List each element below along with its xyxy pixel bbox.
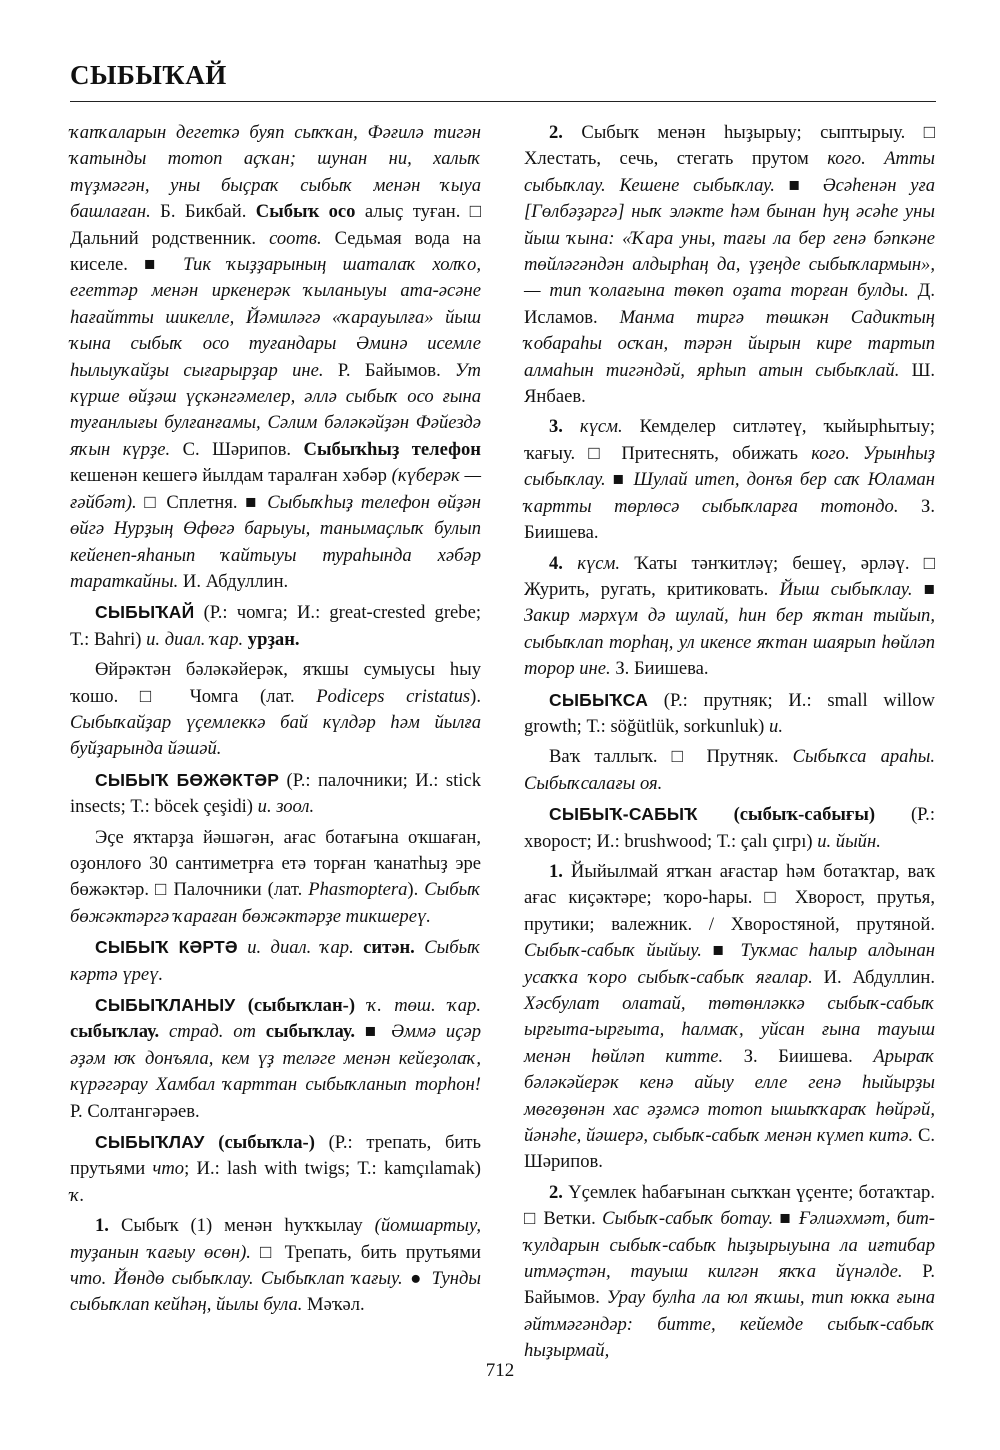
italic-text: и. зоол. (257, 796, 315, 818)
bold-text: 2. (549, 1181, 563, 1203)
text-run: С. Шәрипов. (170, 438, 304, 460)
italic-text: Тунды сыбыҡлап кейһәң, йылы була. (70, 1268, 481, 1316)
text-run: (Р.: трепать, бить прутьями (70, 1132, 481, 1180)
text-run: Кемделер ситләтеү, ҡыйырһытыу; ҡағыу. □ Притеснять, обижать (524, 416, 935, 464)
italic-text: Тик ҡыҙҙарының шаталаҡ холҡо, егеттәр менән иркенерәк ҡыланыуы ата-әсәне һағайтты шикелле, Йәмиләгә «ҡарауылға» йыш ҡына сыбыҡ осо туғандары Әминә исемле һылыуҡайҙы сығарырҙар ине. (70, 254, 481, 381)
entry-paragraph (524, 120, 935, 410)
italic-text: кого. Атты сыбыҡлау. Кешене сыбыҡлау. (524, 148, 935, 196)
headword: СЫБЫҠАЙ (95, 602, 195, 623)
entry-paragraph (70, 1129, 481, 1209)
text-run: (Р.: хворост; И.: brushwood; Т.: çalı çırpı) (524, 804, 935, 852)
text-run: ● (402, 1268, 432, 1290)
italic-text: ҡ. төш. ҡар. (355, 995, 481, 1016)
italic-text: Хәсбулат олатай, төтөнләккә сыбыҡ-сабыҡ ырғыта-ырғыта, һалмаҡ, уйсан ғына тауыш менән һөйләп китте. (524, 993, 935, 1067)
bold-text: (сыбыҡла-) (204, 1132, 315, 1154)
italic-text: Манма тиргә төшкән Садиктың ҡобараһы осҡан, тәрән йырын кире тартып алмаһын тигәндәй, ярһып атын сыбыҡлай. (524, 306, 936, 381)
text-run: Йыйылмай ятҡан ағастар һәм ботаҡтар, ваҡ ағас киҫәктәре; ҡоро-һары. □ Хворост, прутья, прутики; валежник. / Хворостяной, прутяной. (524, 860, 935, 935)
italic-text: (күберәк — ғәйбәт). (70, 465, 481, 513)
text-run: ; И.: lash with twigs; Т.: kamçılamak) (184, 1158, 481, 1180)
italic-text: Сыбыҡ-сабыҡ йыйыу. (524, 940, 702, 962)
entry-paragraph (524, 687, 935, 741)
running-header: СЫБЫҠАЙ (70, 60, 227, 90)
italic-text: и. йыйн. (817, 830, 881, 852)
text-run: Р. Солтангәрәев. (70, 1100, 200, 1122)
text-run: ■ (354, 1021, 392, 1043)
italic-text: ҡ. (70, 1184, 85, 1206)
italic-text: Ғәлиәхмәт, бит-ҡулдарын сыбыҡ-сабыҡ һыҙырыуына ла иғтибар итмәҫтән, тауыш килгән яҡҡа йүнәлде. (524, 1208, 935, 1283)
italic-text: и. диал. ҡар. (146, 628, 244, 650)
text-run: ■ (605, 469, 634, 491)
text-run: ■ (774, 174, 823, 196)
italic-text: и. (769, 715, 783, 737)
text-run: И. Абдуллин. (178, 570, 289, 592)
bold-text: сыбыҡлау. (70, 1021, 160, 1043)
text-run: (Р.: палочники; И.: stick insects; Т.: böcek çeşidi) (70, 769, 481, 818)
bold-text: Сыбыҡһыҙ телефон (303, 438, 481, 460)
text-run: ■ (773, 1208, 799, 1230)
text-run: Эҫе яҡтарҙа йәшәгән, ағас ботағына оҡшаған, оҙонлоғо 30 сантиметрға етә торған ҡанатһыҙ эре бөжәктәр. □ Палочники (лат. (70, 826, 481, 901)
entry-paragraph (524, 551, 935, 683)
text-run: (Р.: чомга; И.: great-crested grebe; Т.: Bahri) (70, 602, 481, 650)
italic-text: Сыбыҡ бөжәктәргә ҡараған бөжәктәрҙе тикшереү. (70, 879, 481, 927)
text-run: кешенән кешегә йылдам таралған хәбәр (70, 465, 392, 487)
text-run: ). (407, 879, 425, 901)
italic-text: Podiceps cristatus (316, 685, 471, 707)
text-run: Мәҡәл. (302, 1294, 365, 1316)
italic-text: соотв. (269, 227, 322, 249)
bold-text: ситән. (353, 937, 415, 959)
text-run: Д. Исламов. (524, 280, 936, 328)
text-run: Өйрәктән бәләкәйерәк, яҡшы сумыусы һыу ҡошо. □ Чомга (лат. (70, 659, 481, 707)
italic-text: что. Йөндө сыбыҡлау. Сыбыҡлап ҡағыу. (70, 1268, 403, 1290)
entry-paragraph (70, 992, 481, 1125)
entry-paragraph (70, 599, 481, 653)
italic-text: Phasmoptera (308, 879, 408, 901)
italic-text: ҡапҡаларын дегеткә буяп сыҡҡан, Фәғилә тигән ҡатынды тотоп аҫҡан; шунан ни, халыҡ түҙмәгән, уны быҫраҡ сыбыҡ менән ҡыуа башлаған. (70, 122, 481, 223)
text-run: Сыбыҡ (1) менән һуҡҡылау (108, 1215, 375, 1237)
text-run: Ваҡ таллыҡ. □ Прутняк. (549, 746, 793, 768)
italic-text: Йыш сыбыҡлау. (779, 578, 913, 600)
bold-text: сыбыҡлау. (255, 1021, 355, 1043)
text-run: Сыбыҡ менән һыҙырыу; сыптырыу. □ Хлестать, сечь, стегать прутом (524, 122, 935, 170)
text-run: З. Биишева. (610, 658, 709, 680)
entry-paragraph (524, 801, 935, 855)
bold-text: 4. (549, 552, 563, 574)
text-run: ). (470, 685, 481, 707)
bold-text: 1. (549, 860, 563, 882)
text-run: ■ (701, 940, 741, 962)
headword: СЫБЫҠЛАНЫУ (95, 995, 236, 1015)
left-column (70, 120, 481, 1319)
italic-text: Шулай итеп, донъя бер саҡ Юламан ҡартты төрлөсә сыбыҡларға тотондо. (524, 469, 935, 517)
text-run: Р. Байымов. (524, 1261, 935, 1309)
text-run: (Р.: прутняк; И.: small willow growth; Т.: söğütlük, sorkunluk) (524, 689, 935, 737)
entry-paragraph (70, 825, 481, 931)
italic-text: и. диал. ҡар. (237, 937, 354, 959)
bold-text: 2. (549, 122, 563, 143)
text-run: алыҫ туған. □ Дальний родственник. (70, 201, 481, 249)
entry-paragraph (524, 414, 935, 546)
italic-text: Закир мәрхүм дә шулай, һин бер яҡтан тыйып, сыбыҡлап торһаң, ул икенсе яҡтан шаярып һөйләп торор ине. (524, 605, 935, 680)
italic-text: Сыбыҡ кәртә үреү. (70, 937, 481, 985)
italic-text: Сыбыҡһыҙ телефон өйҙән өйгә Нурҙың Өфөгә барыуы, танымаҫлыҡ булып кейенеп-яһанып ҡайтыуы тураһында хәбәр тараткайны. (70, 491, 481, 592)
entry-paragraph (70, 120, 481, 595)
text-run: З. Биишева. (723, 1045, 874, 1067)
entry-paragraph (524, 859, 935, 1176)
text-run: И. Абдуллин. (812, 966, 936, 988)
headword: СЫБЫҠ БӨЖӘКТӘР (95, 769, 280, 790)
italic-text: страд. от (159, 1021, 256, 1043)
text-run: З. Биишева. (524, 495, 935, 544)
entry-paragraph (524, 1180, 935, 1365)
italic-text: что (152, 1158, 185, 1180)
italic-text: Арыраҡ бәләкәйерәк кенә айыу елле генә һыйырҙы мөгөҙөнән хас әҙәмсә тотоп ышыҡҡараҡ һөйрәй, йәнәһе, йәшерә, сыбыҡ-сабыҡ менән күмеп китә. (524, 1045, 935, 1147)
entry-paragraph (70, 1213, 481, 1319)
right-column (524, 120, 935, 1365)
entry-paragraph (70, 657, 481, 763)
italic-text: күсм. (562, 416, 623, 438)
italic-text: кого. Урынһыҙ сыбыҡлау. (524, 442, 935, 491)
italic-text: Сыбыҡ-сабыҡ ботау. (602, 1208, 774, 1230)
header-rule (70, 101, 936, 102)
bold-text: Сыбыҡ осо (255, 201, 356, 223)
bold-text: 3. (549, 416, 563, 438)
bold-text: (сыбыҡ-сабығы) (697, 804, 876, 826)
text-run: Б. Бикбай. (150, 201, 256, 223)
text-run: С. Шәрипов. (524, 1125, 935, 1173)
bold-text: (сыбыҡлан-) (235, 995, 356, 1016)
headword: СЫБЫҠЛАУ (95, 1132, 205, 1153)
text-run: Ш. Янбаев. (524, 359, 935, 408)
text-run: Р. Байымов. (323, 359, 456, 381)
italic-text: Сыбыҡса араһы. Сыбыҡсалағы оя. (524, 746, 936, 794)
italic-text: Урау булһа ла юл яҡшы, тип юкка ғына әйтмәгәндәр: битте, кейемде сыбыҡ-сабыҡ һыҙырмай, (524, 1287, 936, 1362)
italic-text: Ут күрше өйҙәш үҫкәнгәмелер, әллә сыбыҡ осо ғына туғанлығы булғанғамы, Сәлим бәләкәйҙән Фәйездә яҡын күрҙе. (70, 359, 481, 460)
headword: СЫБЫҠСА (549, 689, 649, 710)
page-number: 712 (485, 1360, 515, 1381)
headword: СЫБЫҠ КӘРТӘ (95, 937, 238, 958)
italic-text: (йомшартыу, туҙанын ҡағыу өсөн). (70, 1215, 481, 1263)
italic-text: Әммә иҫәр әҙәм юҡ донъяла, кем үҙ теләге менән кейеҙолаҡ, күрәгәрау Хамбал ҡарттан сыбыҡланып торһон! (70, 1021, 481, 1096)
italic-text: Сыбыҡайҙар үҫемлеккә бай күлдәр һәм йылға буйҙарында йәшәй. (70, 711, 481, 760)
text-run: Ҡаты тәнҡитләү; бешеү, әрләү. □ Журить, ругать, критиковать. (524, 552, 935, 600)
italic-text: күсм. (562, 552, 620, 574)
bold-text: урҙан. (243, 628, 300, 650)
headword: СЫБЫҠ-САБЫҠ (549, 804, 698, 825)
entry-paragraph (70, 767, 481, 821)
italic-text: Әсәһенән уға [Гөлбәҙәргә] ныҡ эләкте һәм бынан һуң әсәһе уны йыш ҡына: «Ҡара уны, тағы ла бер генә бәпкәне төйләгәндән алдырһаң да, үҙеңде сыбыҡлармын», — тип ҡолағына төкөп оҙата торған булды. (524, 174, 935, 302)
text-run: □ Сплетня. ■ (136, 491, 268, 513)
entry-paragraph (524, 744, 935, 797)
bold-text: 1. (95, 1215, 109, 1237)
text-run: ■ (912, 578, 935, 600)
entry-paragraph (70, 934, 481, 988)
italic-text: Туҡмас һалыр алдынан усаҡҡа ҡоро сыбыҡ-сабыҡ яғалар. (524, 940, 935, 988)
text-run: Үҫемлек һабағынан сыҡҡан үҫенте; ботаҡтар. □ Ветки. (524, 1181, 935, 1230)
text-run: □ Трепать, бить прутьями (250, 1241, 481, 1263)
text-run: Седьмая вода на киселе. ■ (70, 227, 481, 276)
